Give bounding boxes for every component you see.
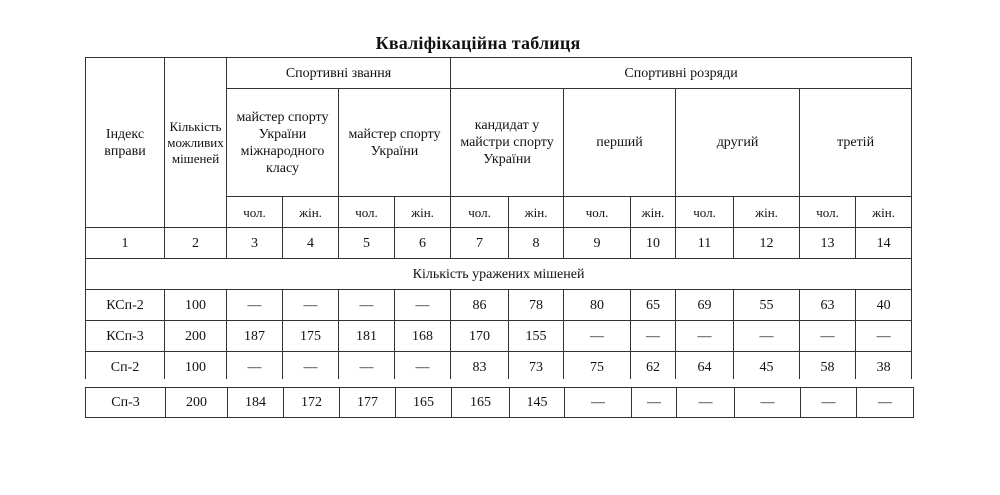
table-cell: 145 [510,388,565,418]
table-cell: 73 [509,352,564,383]
header-female: жін. [509,197,564,228]
table-cell: 172 [284,388,340,418]
qualification-table [85,57,912,383]
header-second-rank: другий [676,89,800,197]
table-row [86,388,914,418]
table-cell: — [339,290,395,321]
qualification-table-continued [85,387,914,418]
table-cell: КСп-2 [86,290,165,321]
header-female: жін. [631,197,676,228]
table-cell: — [676,321,734,352]
column-number-row [86,228,912,259]
table-cell: — [395,290,451,321]
table-cell: — [283,290,339,321]
table-cell: 165 [396,388,452,418]
column-number: 1 [86,228,165,259]
table-cell: 100 [165,290,227,321]
table-cell: — [857,388,914,418]
table-row [86,352,912,383]
table-cell: Сп-2 [86,352,165,383]
column-number: 6 [395,228,451,259]
header-female: жін. [283,197,339,228]
table-cell: 100 [165,352,227,383]
table-cell: 64 [676,352,734,383]
table-cell: 200 [165,321,227,352]
header-female: жін. [856,197,912,228]
table-cell: — [631,321,676,352]
header-msu-international: майстер спорту України міжнародного класу [227,89,339,197]
table-cell: 155 [509,321,564,352]
table-cell: 184 [228,388,284,418]
table-cell: 58 [800,352,856,383]
table-cell: 38 [856,352,912,383]
header-male: чол. [227,197,283,228]
column-number: 7 [451,228,509,259]
table-cell: — [564,321,631,352]
header-female: жін. [734,197,800,228]
table-cell: — [227,352,283,383]
table-cell: 75 [564,352,631,383]
table-cell: 63 [800,290,856,321]
header-index: Індекс вправи [86,58,165,228]
column-number: 11 [676,228,734,259]
table-cell: 86 [451,290,509,321]
table-cell: — [565,388,632,418]
table-cell: 62 [631,352,676,383]
column-number: 12 [734,228,800,259]
table-cell: 69 [676,290,734,321]
table-cell: 168 [395,321,451,352]
header-sport-titles: Спортивні звання [227,58,451,89]
section-label: Кількість уражених мішеней [86,259,912,290]
table-cell: — [395,352,451,383]
column-number: 13 [800,228,856,259]
column-number: 9 [564,228,631,259]
table-cell: — [632,388,677,418]
table-cell: 78 [509,290,564,321]
column-number: 5 [339,228,395,259]
table-cell: 65 [631,290,676,321]
column-number: 3 [227,228,283,259]
table-cell: — [856,321,912,352]
header-male: чол. [676,197,734,228]
table-cell: — [734,321,800,352]
header-kms: кандидат у майстри спорту України [451,89,564,197]
header-male: чол. [451,197,509,228]
table-cell: 181 [339,321,395,352]
table-cell: 165 [452,388,510,418]
column-number: 14 [856,228,912,259]
table-title: Кваліфікаційна таблиця [375,33,581,53]
table-cell: — [800,321,856,352]
table-cell: КСп-3 [86,321,165,352]
column-number: 8 [509,228,564,259]
table-cell: Сп-3 [86,388,166,418]
column-number: 2 [165,228,227,259]
table-cell: — [339,352,395,383]
header-male: чол. [800,197,856,228]
header-targets: Кількість можливих мішеней [165,58,227,228]
table-cell: — [227,290,283,321]
table-cell: 177 [340,388,396,418]
table-cell: 170 [451,321,509,352]
table-cell: 175 [283,321,339,352]
table-cell: — [801,388,857,418]
table-row [86,321,912,352]
table-cell: 83 [451,352,509,383]
table-cell: 40 [856,290,912,321]
header-msu: майстер спорту України [339,89,451,197]
table-cell: 200 [166,388,228,418]
header-male: чол. [339,197,395,228]
header-sport-ranks: Спортивні розряди [451,58,912,89]
table-cell: 80 [564,290,631,321]
table-cell: 55 [734,290,800,321]
header-female: жін. [395,197,451,228]
header-male: чол. [564,197,631,228]
header-first-rank: перший [564,89,676,197]
table-row [86,290,912,321]
header-third-rank: третій [800,89,912,197]
column-number: 10 [631,228,676,259]
column-number: 4 [283,228,339,259]
table-cell: — [283,352,339,383]
table-cell: 187 [227,321,283,352]
table-cell: — [735,388,801,418]
table-cell: 45 [734,352,800,383]
table-cell: — [677,388,735,418]
